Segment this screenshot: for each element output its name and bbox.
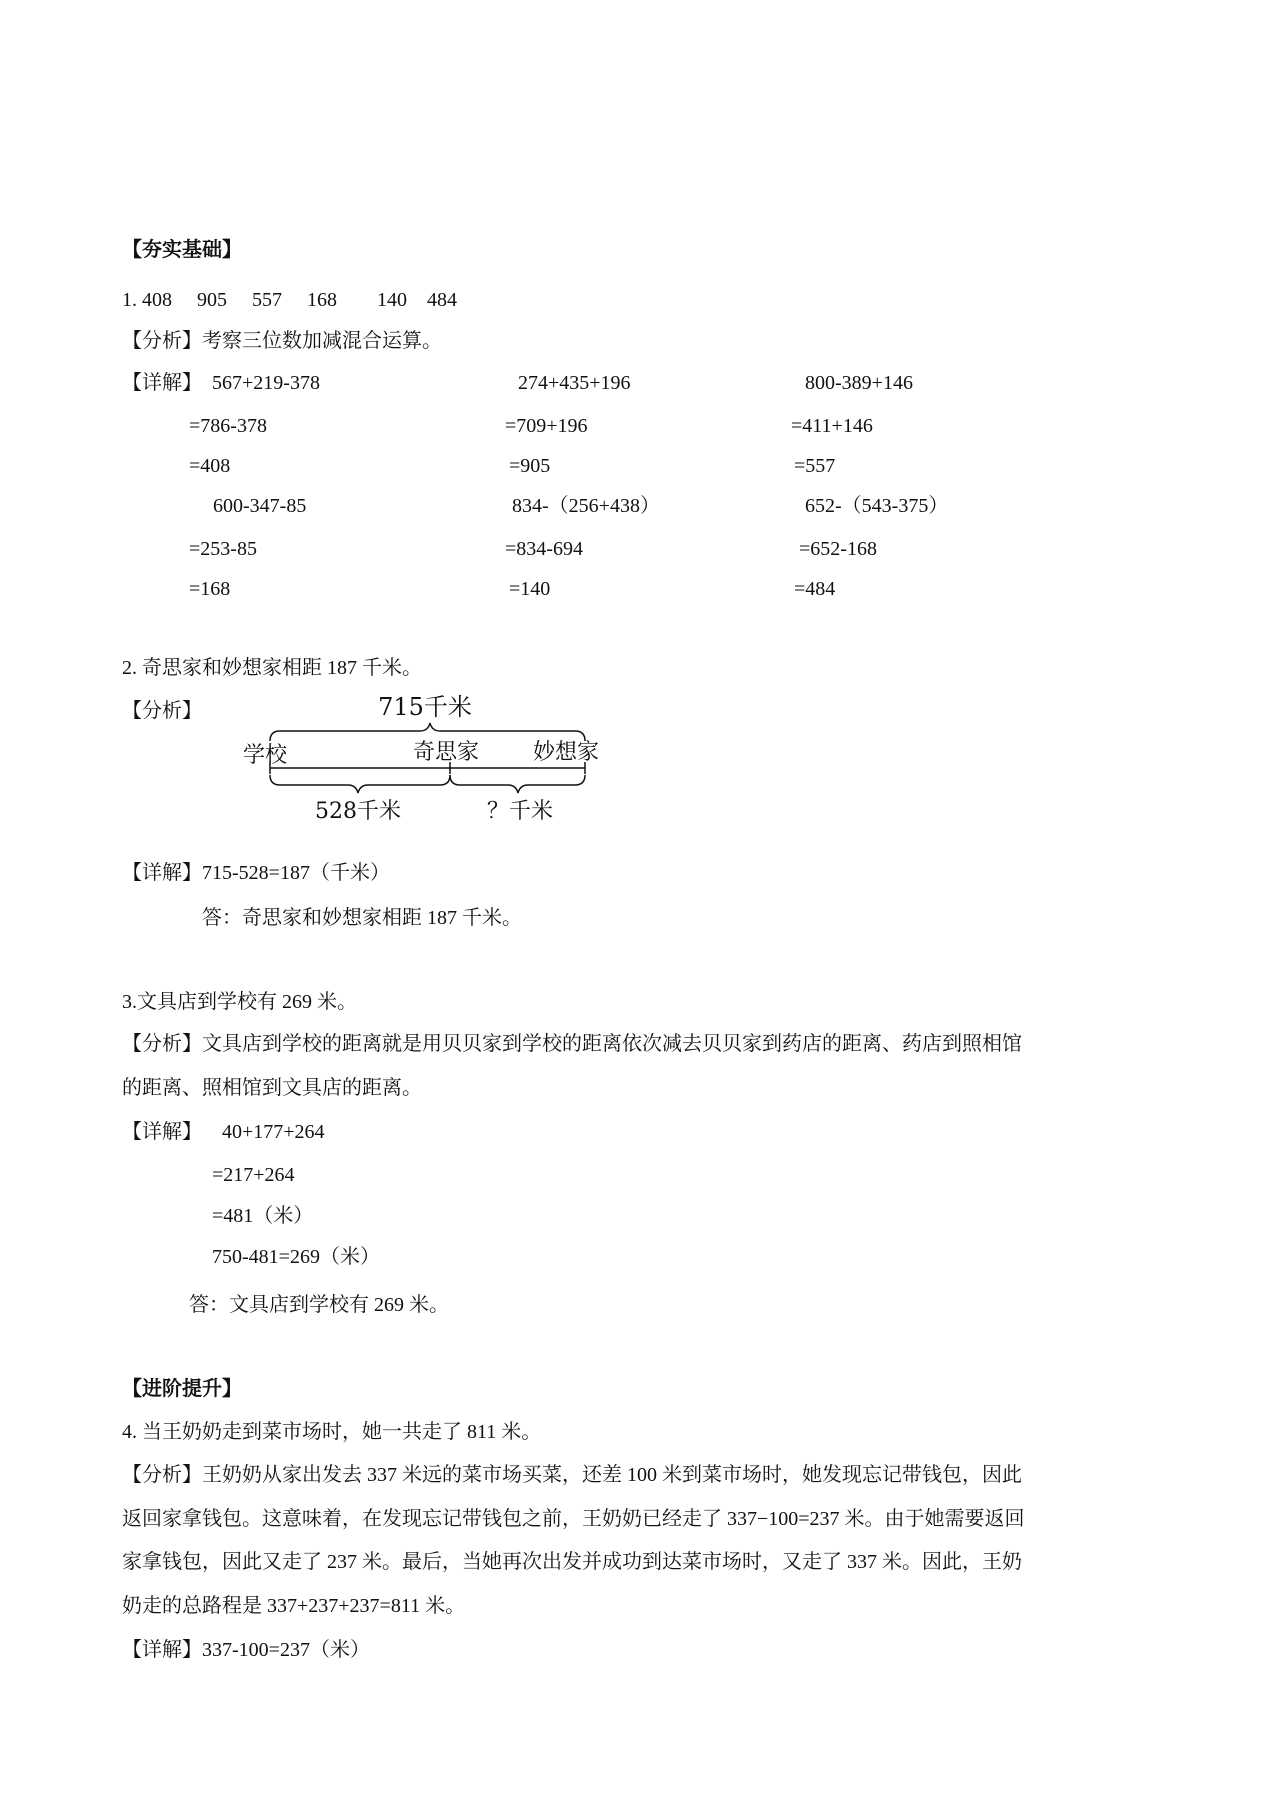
diagram-school-label: 学校 [243,743,288,768]
q4-analysis-line3: 家拿钱包，因此又走了 237 米。最后，当她再次出发并成功到达菜市场时，又走了 337 米。因此，王奶 [122,1551,1022,1573]
q3-answer: 答：文具店到学校有 269 米。 [189,1294,449,1316]
calc-2-expr: 274+435+196 [518,372,631,394]
q3-step-1: 40+177+264 [222,1121,325,1143]
q2-answer: 答：奇思家和妙想家相距 187 千米。 [202,907,522,929]
top-brace [270,723,585,741]
q1-analysis: 【分析】考察三位数加减混合运算。 [122,330,442,352]
calc-6-result: =484 [794,578,836,600]
q4-analysis-line1: 【分析】王奶奶从家出发去 337 米远的菜市场买菜，还差 100 米到菜市场时，她发现忘记带钱包，因此 [122,1464,1022,1486]
section-header-advanced: 【进阶提升】 [122,1378,242,1400]
calc-5-result: =140 [509,578,551,600]
q4-detail: 【详解】337-100=237（米） [122,1639,370,1661]
q3-step-2: =217+264 [212,1164,295,1186]
q4-analysis-line2: 返回家拿钱包。这意味着，在发现忘记带钱包之前，王奶奶已经走了 337−100=237 米。由于她需要返回 [122,1508,1025,1530]
diagram-qisi-label: 奇思家 [413,740,480,765]
calc-1-result: =408 [189,455,231,477]
calc-1-expr: 567+219-378 [212,372,320,394]
calc-6-step: =652-168 [799,538,877,560]
calc-4-step: =253-85 [189,538,257,560]
diagram-seg2-label: ？千米 [486,799,554,824]
bottom-brace-left [270,775,450,793]
q1-detail-label: 【详解】 [122,372,202,394]
distance-diagram [230,685,630,840]
calc-6-expr: 652-（543-375） [805,495,949,517]
diagram-seg1-label: 528千米 [315,799,401,824]
section-header-basic: 【夯实基础】 [122,239,242,261]
q2-title: 2. 奇思家和妙想家相距 187 千米。 [122,657,422,679]
q2-detail: 【详解】715-528=187（千米） [122,862,390,884]
diagram-total-label: 715千米 [378,693,472,721]
calc-5-expr: 834-（256+438） [512,495,660,517]
q3-detail-label: 【详解】 [122,1121,202,1143]
q4-title: 4. 当王奶奶走到菜市场时，她一共走了 811 米。 [122,1421,542,1443]
calc-3-step: =411+146 [791,415,873,437]
q2-analysis-label: 【分析】 [122,700,202,722]
calc-5-step: =834-694 [505,538,583,560]
diagram-miaoxiang-label: 妙想家 [533,740,600,765]
calc-3-expr: 800-389+146 [805,372,913,394]
q3-step-3: =481（米） [212,1205,314,1227]
calc-4-expr: 600-347-85 [213,495,307,517]
calc-2-step: =709+196 [505,415,588,437]
q4-analysis-line4: 奶走的总路程是 337+237+237=811 米。 [122,1595,466,1617]
q1-answers: 1. 408 905 557 168 140 484 [122,289,457,311]
calc-1-step: =786-378 [189,415,267,437]
q3-analysis-line2: 的距离、照相馆到文具店的距离。 [122,1077,422,1099]
q3-title: 3.文具店到学校有 269 米。 [122,991,357,1013]
calc-3-result: =557 [794,455,836,477]
q3-step-4: 750-481=269（米） [212,1246,380,1268]
q3-analysis-line1: 【分析】文具店到学校的距离就是用贝贝家到学校的距离依次减去贝贝家到药店的距离、药店到照相馆 [122,1033,1022,1055]
calc-4-result: =168 [189,578,231,600]
calc-2-result: =905 [509,455,551,477]
bottom-brace-right [450,775,585,793]
